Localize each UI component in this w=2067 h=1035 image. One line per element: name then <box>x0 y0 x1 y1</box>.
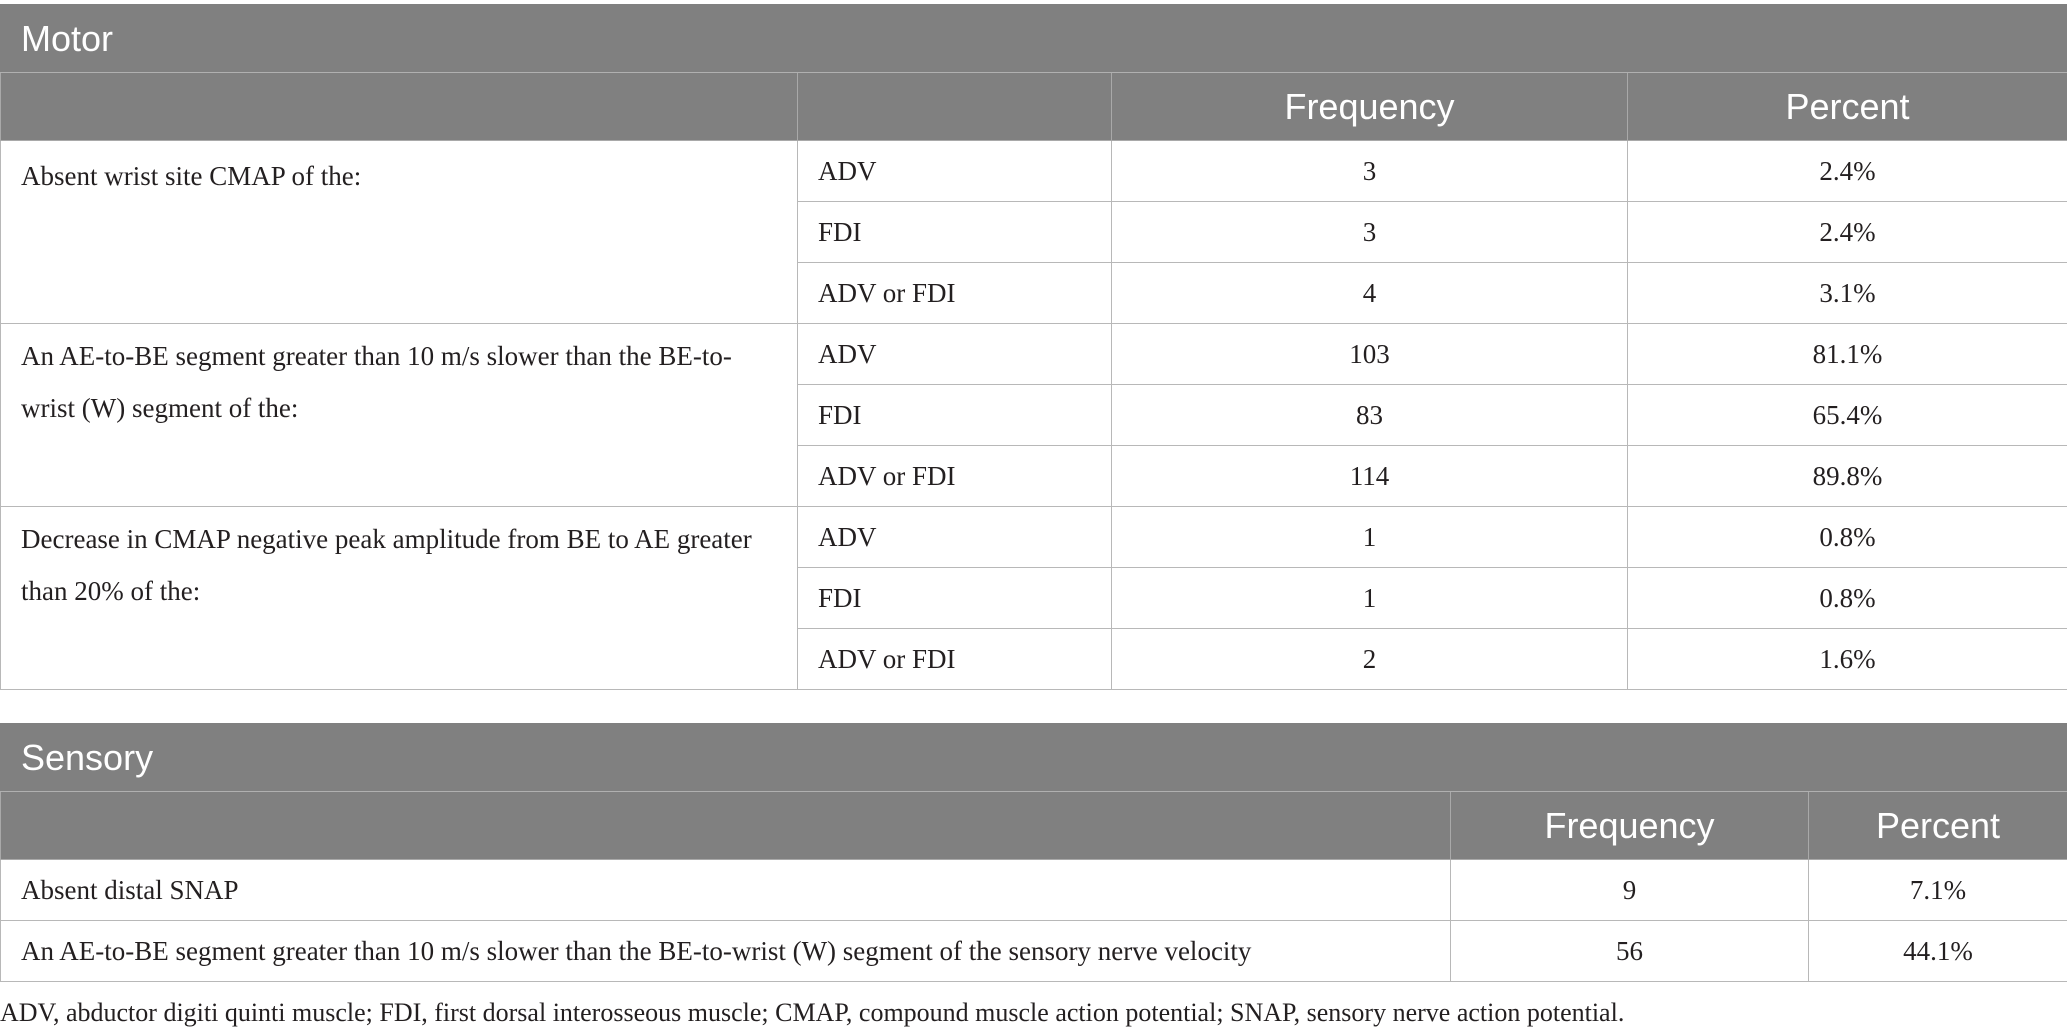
frequency-cell: 9 <box>1451 860 1809 921</box>
motor-section-title: Motor <box>1 5 2067 73</box>
muscle-cell: FDI <box>798 385 1112 446</box>
frequency-cell: 103 <box>1112 324 1628 385</box>
table-row <box>1 860 2067 921</box>
frequency-cell: 1 <box>1112 507 1628 568</box>
percent-cell: 81.1% <box>1628 324 2067 385</box>
sensory-table <box>0 723 2067 982</box>
motor-header-blank-2 <box>798 73 1112 141</box>
frequency-cell: 83 <box>1112 385 1628 446</box>
frequency-cell: 1 <box>1112 568 1628 629</box>
sensory-section-title: Sensory <box>1 724 2067 792</box>
muscle-cell: FDI <box>798 568 1112 629</box>
sensory-header-row <box>1 792 2067 860</box>
muscle-cell: ADV or FDI <box>798 263 1112 324</box>
sensory-header-frequency: Frequency <box>1451 792 1809 860</box>
muscle-cell: ADV <box>798 324 1112 385</box>
percent-cell: 65.4% <box>1628 385 2067 446</box>
frequency-cell: 4 <box>1112 263 1628 324</box>
table-row <box>1 141 2067 202</box>
percent-cell: 0.8% <box>1628 568 2067 629</box>
percent-cell: 1.6% <box>1628 629 2067 690</box>
sensory-label-cell: Absent distal SNAP <box>1 860 1451 921</box>
table-row <box>1 921 2067 982</box>
motor-header-percent: Percent <box>1628 73 2067 141</box>
frequency-cell: 3 <box>1112 202 1628 263</box>
percent-cell: 3.1% <box>1628 263 2067 324</box>
percent-cell: 2.4% <box>1628 202 2067 263</box>
sensory-header-blank <box>1 792 1451 860</box>
frequency-cell: 2 <box>1112 629 1628 690</box>
table-row <box>1 324 2067 385</box>
table-row <box>1 507 2067 568</box>
muscle-cell: FDI <box>798 202 1112 263</box>
sensory-label-cell: An AE-to-BE segment greater than 10 m/s slower than the BE-to-wrist (W) segment of the sensory nerve velocity <box>1 921 1451 982</box>
percent-cell: 2.4% <box>1628 141 2067 202</box>
muscle-cell: ADV or FDI <box>798 629 1112 690</box>
frequency-cell: 114 <box>1112 446 1628 507</box>
percent-cell: 44.1% <box>1809 921 2067 982</box>
muscle-cell: ADV or FDI <box>798 446 1112 507</box>
muscle-cell: ADV <box>798 141 1112 202</box>
muscle-cell: ADV <box>798 507 1112 568</box>
motor-table <box>0 4 2067 690</box>
group-label: An AE-to-BE segment greater than 10 m/s slower than the BE-to-wrist (W) segment of the: <box>1 324 798 507</box>
group-label: Decrease in CMAP negative peak amplitude from BE to AE greater than 20% of the: <box>1 507 798 690</box>
percent-cell: 7.1% <box>1809 860 2067 921</box>
percent-cell: 89.8% <box>1628 446 2067 507</box>
sensory-header-percent: Percent <box>1809 792 2067 860</box>
motor-header-blank-1 <box>1 73 798 141</box>
percent-cell: 0.8% <box>1628 507 2067 568</box>
motor-header-row <box>1 73 2067 141</box>
frequency-cell: 56 <box>1451 921 1809 982</box>
frequency-cell: 3 <box>1112 141 1628 202</box>
motor-header-frequency: Frequency <box>1112 73 1628 141</box>
group-label: Absent wrist site CMAP of the: <box>1 141 798 324</box>
table-footnote: ADV, abductor digiti quinti muscle; FDI, first dorsal interosseous muscle; CMAP, compound muscle action potential; SNAP, sensory nerve action potential. <box>0 998 1625 1027</box>
